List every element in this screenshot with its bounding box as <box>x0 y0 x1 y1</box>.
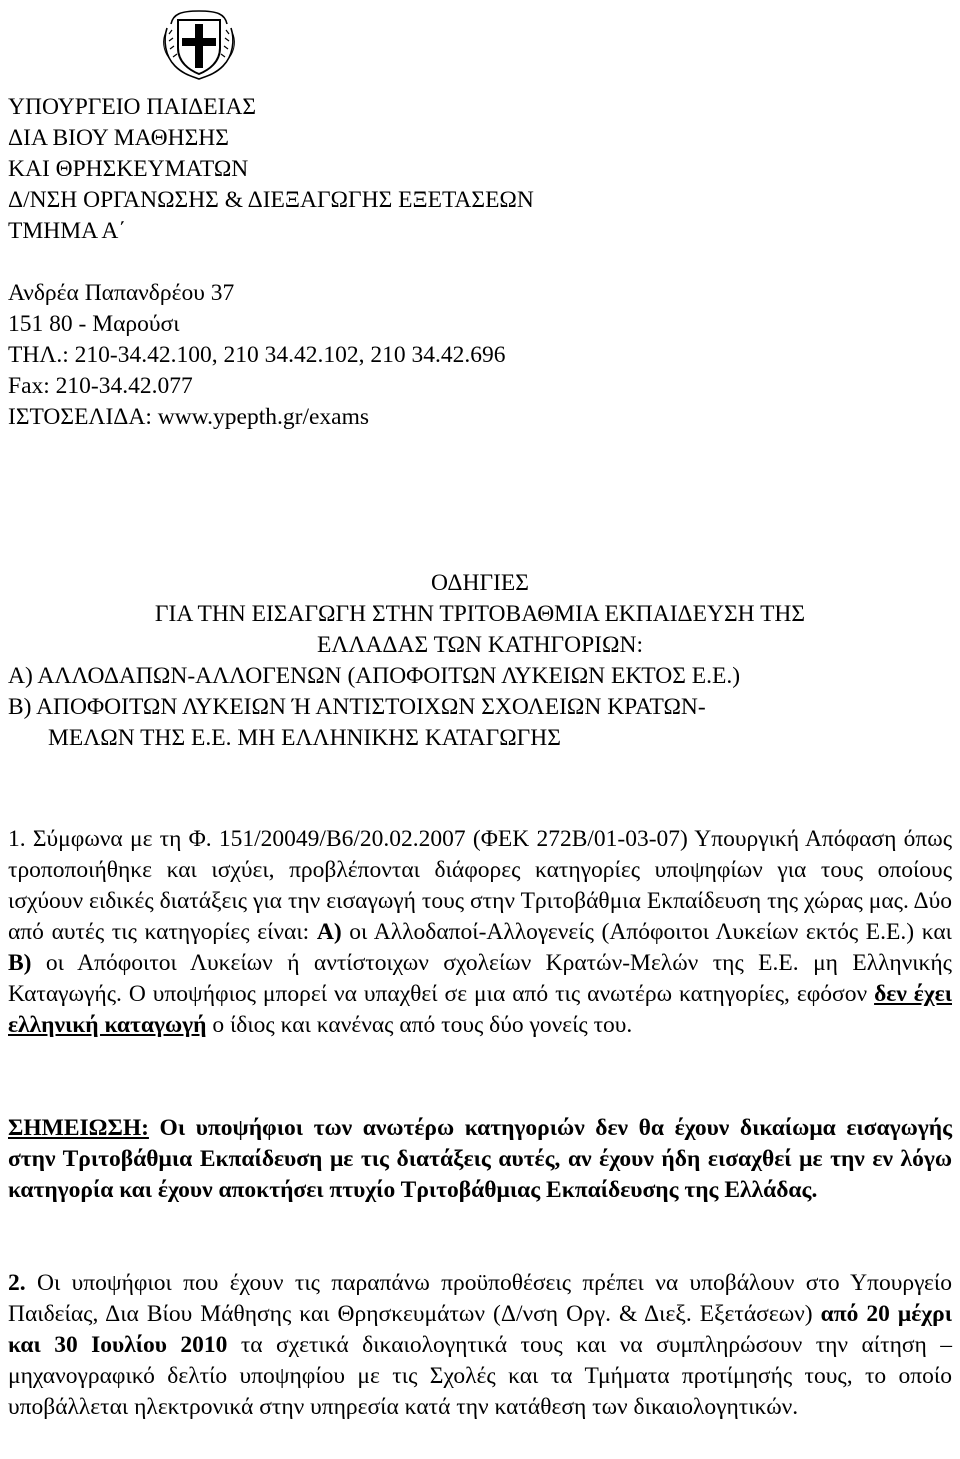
emphasis-text: δεν έχει ελληνική καταγωγή <box>8 981 952 1038</box>
department-name: ΤΜΗΜΑ Α΄ <box>8 218 127 244</box>
ministry-header <box>8 92 534 433</box>
paragraph-text: τα σχετικά δικαιολογητικά τους και να συμπληρώσουν την αίτηση – μηχανογραφικό δελτίο υποψηφίου με τις Σχολές και τα Τμήματα προτίμησής τους, το οποίο υποβάλλεται ηλεκτρονικά στην υπηρεσία κατά την κατάθεση των δικαιολογητικών. <box>8 1332 952 1420</box>
phone-numbers: ΤΗΛ.: 210-34.42.100, 210 34.42.102, 210 34.42.696 <box>8 342 506 368</box>
category-b: Β) ΑΠΟΦΟΙΤΩΝ ΛΥΚΕΙΩΝ Ή ΑΝΤΙΣΤΟΙΧΩΝ ΣΧΟΛΕΙΩΝ ΚΡΑΤΩΝ- <box>8 694 706 720</box>
fax-number: Fax: 210-34.42.077 <box>8 373 193 399</box>
paragraph-text: οι Απόφοιτοι Λυκείων ή αντίστοιχων σχολείων Κρατών-Μελών της Ε.Ε. μη Ελληνικής Καταγωγής. Ο υποψήφιος μπορεί να υπαχθεί σε μια από τις ανωτέρω κατηγορίες, εφόσον <box>8 950 952 1007</box>
category-a-label: Α) <box>316 919 342 945</box>
ministry-name-line: ΔΙΑ ΒΙΟΥ ΜΑΘΗΣΗΣ <box>8 125 229 151</box>
guide-title: ΟΔΗΓΙΕΣ <box>431 570 529 596</box>
spacer <box>8 247 534 278</box>
section-1-paragraph <box>8 824 952 1041</box>
paragraph-text: Οι υποψήφιοι που έχουν τις παραπάνω προϋποθέσεις πρέπει να υποβάλουν στο Υπουργείο Παιδείας, Δια Βίου Μάθησης και Θρησκευμάτων (Δ/νση Οργ. & Διεξ. Εξετάσεων) <box>8 1270 952 1327</box>
guide-title-block <box>0 568 960 754</box>
paragraph-text: ο ίδιος και κανένας από τους δύο γονείς του. <box>206 1012 633 1038</box>
note-paragraph <box>8 1113 952 1206</box>
ministry-name-line: ΥΠΟΥΡΓΕΙΟ ΠΑΙΔΕΙΑΣ <box>8 94 257 120</box>
directorate-name: Δ/ΝΣΗ ΟΡΓΑΝΩΣΗΣ & ΔΙΕΞΑΓΩΓΗΣ ΕΞΕΤΑΣΕΩΝ <box>8 187 534 213</box>
note-text: Οι υποψήφιοι των ανωτέρω κατηγοριών δεν θα έχουν δικαίωμα εισαγωγής στην Τριτοβάθμια Εκπαίδευση με τις διατάξεις αυτές, αν έχουν ήδη εισαχθεί με την εν λόγω κατηγορία και έχουν αποκτήσει πτυχίο Τριτοβάθμιας Εκπαίδευσης της Ελλάδας. <box>8 1115 952 1203</box>
category-a: Α) ΑΛΛΟΔΑΠΩΝ-ΑΛΛΟΓΕΝΩΝ (ΑΠΟΦΟΙΤΩΝ ΛΥΚΕΙΩΝ ΕΚΤΟΣ Ε.Ε.) <box>8 663 741 689</box>
ministry-name-line: ΚΑΙ ΘΡΗΣΚΕΥΜΑΤΩΝ <box>8 156 249 182</box>
greek-coat-of-arms-icon <box>161 10 237 80</box>
street-address: Ανδρέα Παπανδρέου 37 <box>8 280 235 306</box>
guide-subtitle: ΕΛΛΑΔΑΣ ΤΩΝ ΚΑΤΗΓΟΡΙΩΝ: <box>317 632 643 658</box>
website: ΙΣΤΟΣΕΛΙΔΑ: www.ypepth.gr/exams <box>8 404 370 430</box>
category-b-label: Β) <box>8 950 32 976</box>
category-b-continued: ΜΕΛΩΝ ΤΗΣ Ε.Ε. ΜΗ ΕΛΛΗΝΙΚΗΣ ΚΑΤΑΓΩΓΗΣ <box>48 725 561 751</box>
section-number: 2. <box>8 1270 26 1296</box>
guide-subtitle: ΓΙΑ ΤΗΝ ΕΙΣΑΓΩΓΗ ΣΤΗΝ ΤΡΙΤΟΒΑΘΜΙΑ ΕΚΠΑΙΔΕΥΣΗ ΤΗΣ <box>154 601 806 627</box>
postal-address: 151 80 - Μαρούσι <box>8 311 180 337</box>
section-2-paragraph <box>8 1268 952 1423</box>
note-label: ΣΗΜΕΙΩΣΗ: <box>8 1115 149 1141</box>
paragraph-text: 1. Σύμφωνα με τη Φ. 151/20049/Β6/20.02.2007 (ΦΕΚ 272Β/01-03-07) Υπουργική Απόφαση όπως τροποποιήθηκε και ισχύει, προβλέπονται διάφορες κατηγορίες υποψηφίων για τους οποίους ισχύουν ειδικές διατάξεις για την εισαγωγή τους στην Τριτοβάθμια Εκπαίδευση της χώρας μας. Δύο από αυτές τις κατηγορίες είναι: <box>8 826 952 945</box>
paragraph-text: οι Αλλοδαποί-Αλλογενείς (Απόφοιτοι Λυκείων εκτός Ε.Ε.) και <box>341 919 952 945</box>
submission-dates: από 20 μέχρι και 30 Ιουλίου 2010 <box>8 1301 953 1358</box>
